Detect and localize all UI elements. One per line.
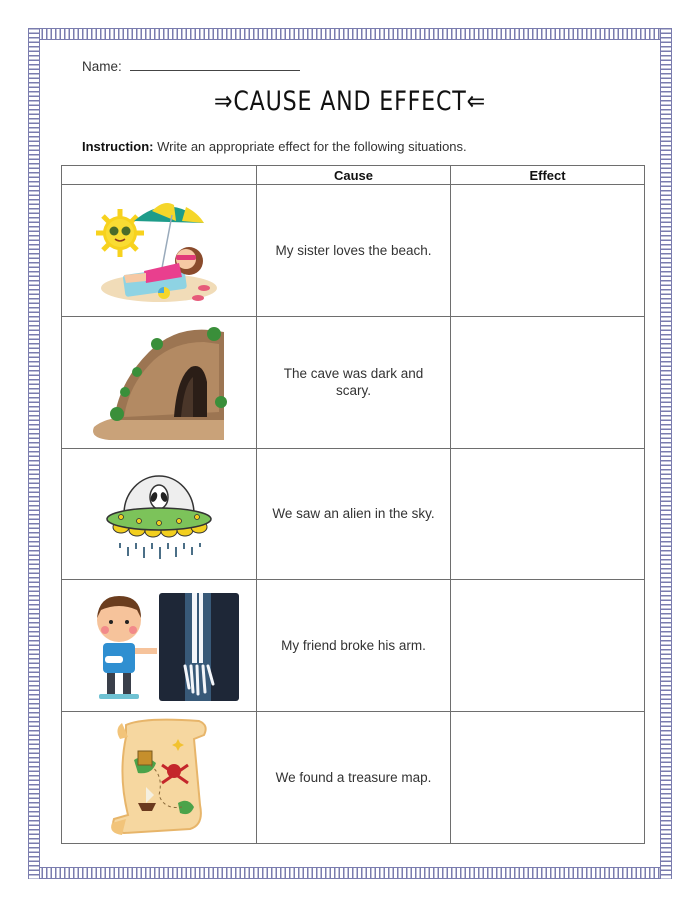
table-row [62, 316, 645, 448]
cause-text: We found a treasure map. [275, 769, 432, 785]
image-cell [62, 580, 257, 712]
table-row [62, 712, 645, 844]
table-row [62, 448, 645, 580]
instruction [82, 139, 467, 154]
table-header-row [62, 166, 645, 185]
cause-cell [257, 185, 451, 317]
name-label: Name: [82, 59, 122, 74]
alien-ufo-illustration [99, 459, 219, 569]
image-cell [62, 316, 257, 448]
cause-cell [257, 448, 451, 580]
decorative-border-left [28, 28, 40, 879]
decorative-border-top [28, 28, 672, 40]
name-input-line[interactable] [130, 58, 300, 71]
cause-cell [257, 580, 451, 712]
cause-text: My friend broke his arm. [281, 638, 426, 654]
header-effect: Effect [451, 166, 645, 185]
cause-text: The cave was dark and scary. [283, 365, 424, 399]
cause-cell [257, 712, 451, 844]
header-image [62, 166, 257, 185]
boy-broken-arm-xray-illustration [77, 588, 242, 703]
effect-cell[interactable] [451, 580, 645, 712]
page-title: ⇒CAUSE AND EFFECT⇐ [214, 86, 486, 117]
table-row [62, 580, 645, 712]
beach-girl-illustration [94, 193, 224, 308]
decorative-border-bottom [28, 867, 672, 879]
boy-icon [97, 596, 157, 699]
table-row [62, 185, 645, 317]
header-cause: Cause [257, 166, 451, 185]
image-cell [62, 712, 257, 844]
name-field [82, 58, 300, 74]
cause-text: We saw an alien in the sky. [272, 506, 435, 522]
image-cell [62, 185, 257, 317]
sun-icon [96, 209, 144, 257]
effect-cell[interactable] [451, 448, 645, 580]
effect-cell[interactable] [451, 712, 645, 844]
effect-cell[interactable] [451, 185, 645, 317]
instruction-label: Instruction: [82, 139, 154, 154]
cause-cell [257, 316, 451, 448]
instruction-text: Write an appropriate effect for the following situations. [153, 139, 467, 154]
cave-illustration [89, 322, 229, 442]
xray-icon [159, 593, 239, 701]
cause-effect-table [61, 165, 645, 844]
treasure-map-illustration [104, 715, 214, 840]
effect-cell[interactable] [451, 316, 645, 448]
image-cell [62, 448, 257, 580]
cause-text: My sister loves the beach. [275, 242, 432, 258]
decorative-border-right [660, 28, 672, 879]
